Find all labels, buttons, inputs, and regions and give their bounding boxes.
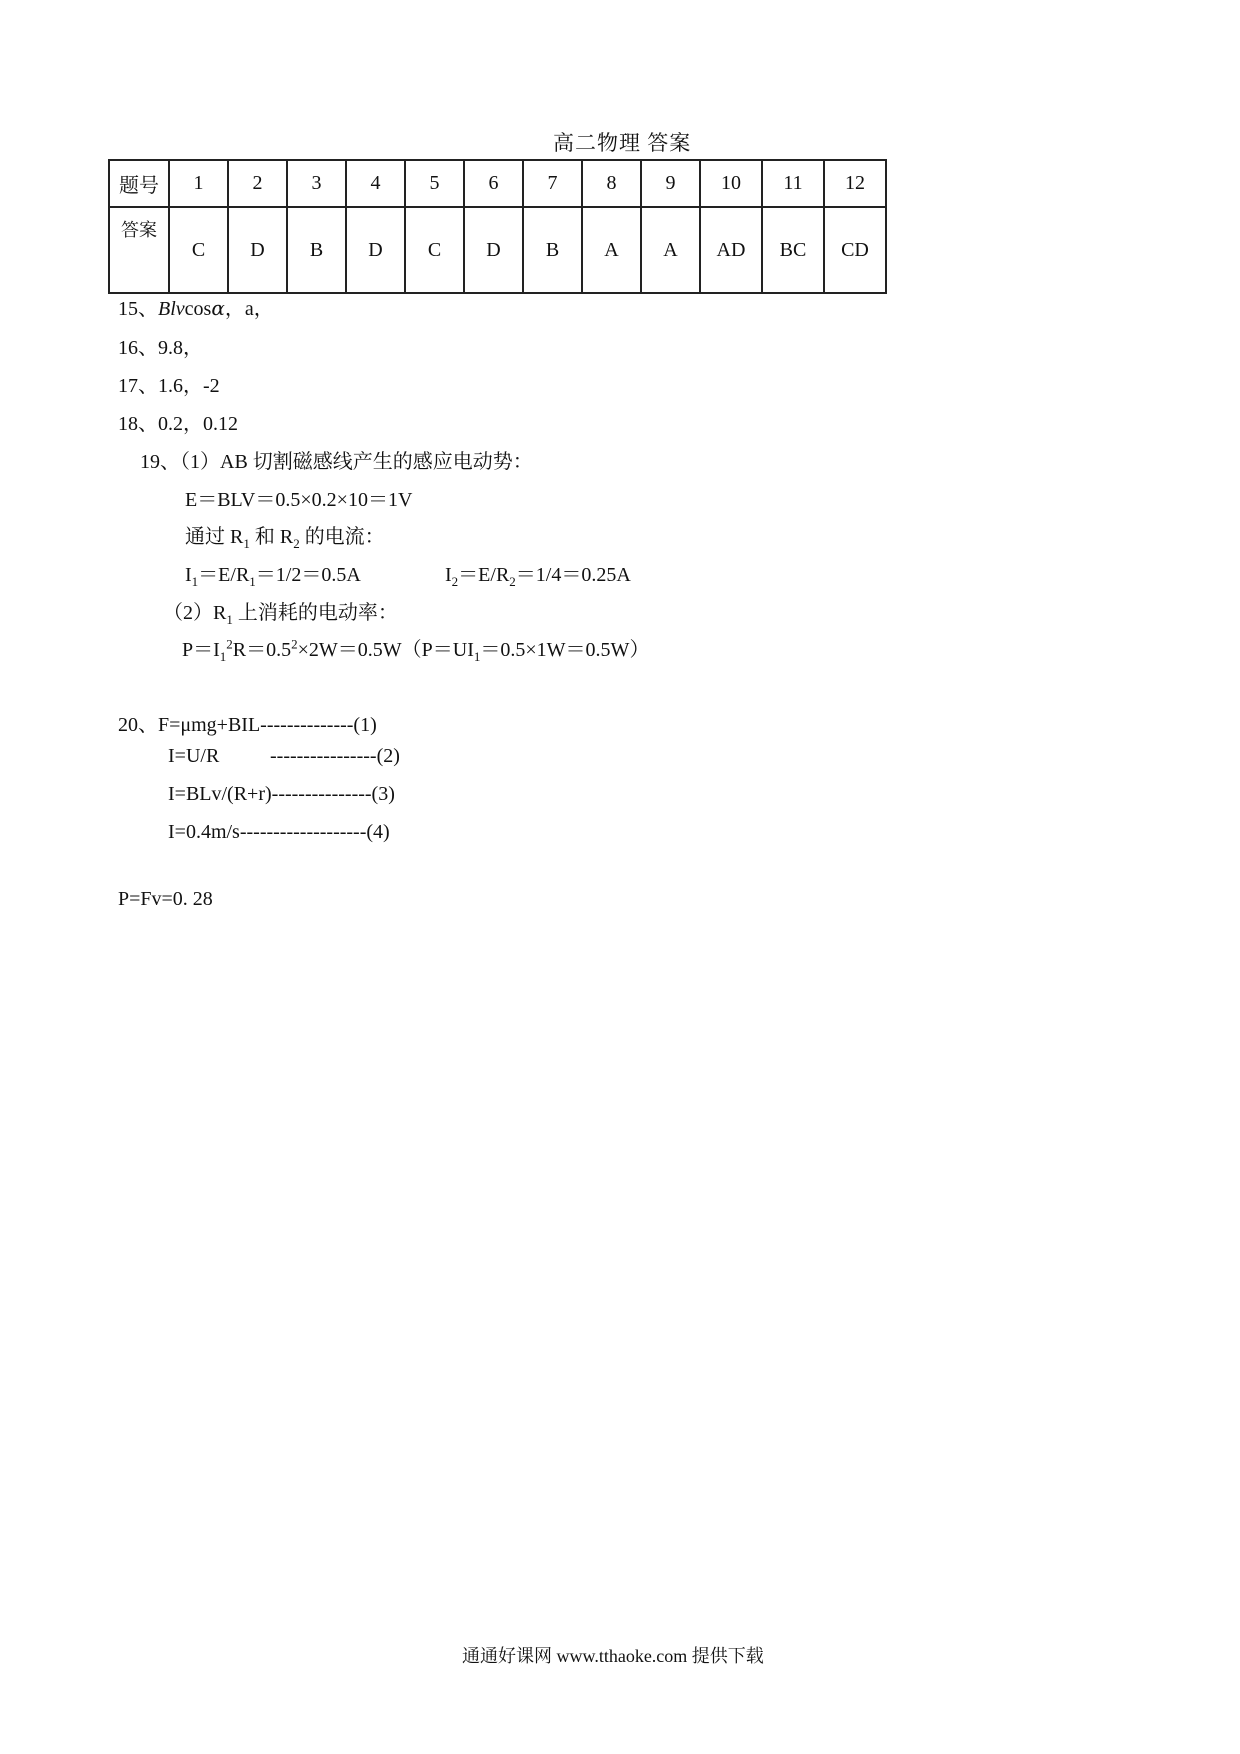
answer-q17: 17、1.6，-2 bbox=[118, 375, 220, 397]
q19-l4-sub: 2 bbox=[451, 574, 459, 589]
answer-q16: 16、9.8， bbox=[118, 337, 203, 359]
answer-cell: A bbox=[641, 207, 700, 293]
number-cell: 1 bbox=[169, 160, 228, 207]
q19-l4-text: ＝1/2＝0.5A bbox=[255, 564, 361, 586]
page-footer: 通通好课网 www.tthaoke.com 提供下载 bbox=[462, 1646, 764, 1666]
q15-rest: ，a， bbox=[224, 298, 274, 320]
answer-table bbox=[108, 159, 887, 294]
answer-cell: B bbox=[287, 207, 346, 293]
answer-cell: D bbox=[346, 207, 405, 293]
q19-l6-text: R＝0.5 bbox=[232, 639, 292, 661]
number-cell: 2 bbox=[228, 160, 287, 207]
q19-l5-text: 上消耗的电动率： bbox=[232, 602, 398, 624]
q19-l6-sup: 2 bbox=[226, 636, 233, 652]
number-cell: 9 bbox=[641, 160, 700, 207]
q19-line-3 bbox=[185, 520, 385, 552]
q19-l4-sub: 1 bbox=[191, 574, 199, 589]
q19-l4-sub: 2 bbox=[509, 574, 516, 589]
q19-line-6 bbox=[182, 633, 649, 665]
answer-cell: B bbox=[523, 207, 582, 293]
row-label-number: 题号 bbox=[109, 160, 169, 207]
q20-line-2a: I=U/R bbox=[168, 745, 220, 767]
q20-line-4: I=0.4m/s-------------------(4) bbox=[168, 821, 390, 843]
answer-cell: D bbox=[228, 207, 287, 293]
number-cell: 6 bbox=[464, 160, 523, 207]
q19-l6-sub: 1 bbox=[219, 649, 227, 664]
answer-cell: C bbox=[405, 207, 464, 293]
q19-l6-sub: 1 bbox=[473, 649, 481, 664]
answer-cell: CD bbox=[824, 207, 886, 293]
q19-l6-text: ×2W＝0.5W（P＝UI bbox=[297, 639, 474, 661]
answer-q18: 18、0.2，0.12 bbox=[118, 413, 238, 435]
q15-alpha: α bbox=[211, 296, 225, 320]
q19-l3-text: 通过 R bbox=[185, 526, 244, 548]
q19-l4-text: ＝1/4＝0.25A bbox=[515, 564, 631, 586]
q19-l4-text: ＝E/R bbox=[198, 564, 250, 586]
q19-l6-text: ＝0.5×1W＝0.5W） bbox=[480, 639, 650, 661]
q19-l4-text: ＝E/R bbox=[458, 564, 510, 586]
q19-l5-text: （2）R bbox=[163, 602, 227, 624]
answer-cell: C bbox=[169, 207, 228, 293]
answer-cell: BC bbox=[762, 207, 824, 293]
q15-number: 15、 bbox=[118, 298, 158, 320]
number-cell: 12 bbox=[824, 160, 886, 207]
table-row-answers bbox=[109, 207, 886, 293]
q19-line-5 bbox=[163, 596, 398, 628]
q19-line-4a bbox=[185, 558, 361, 590]
page-title: 高二物理 答案 bbox=[553, 131, 692, 155]
q19-line-4b bbox=[445, 558, 631, 590]
answer-cell: D bbox=[464, 207, 523, 293]
q19-l3-text: 的电流： bbox=[299, 526, 385, 548]
final-answer: P=Fv=0. 28 bbox=[118, 888, 213, 910]
number-cell: 3 bbox=[287, 160, 346, 207]
number-cell: 7 bbox=[523, 160, 582, 207]
q20-line-1: 20、F=μmg+BIL--------------(1) bbox=[118, 714, 377, 736]
q19-line-1: 19、（1）AB 切割磁感线产生的感应电动势： bbox=[140, 451, 533, 473]
number-cell: 4 bbox=[346, 160, 405, 207]
number-cell: 11 bbox=[762, 160, 824, 207]
q20-line-3: I=BLv/(R+r)---------------(3) bbox=[168, 783, 395, 805]
q19-line-2: E＝BLV＝0.5×0.2×10＝1V bbox=[185, 489, 413, 511]
q20-line-2b: ----------------(2) bbox=[270, 745, 400, 767]
q19-l4-text: I bbox=[445, 564, 452, 586]
q19-l3-text: 和 R bbox=[249, 526, 294, 548]
q19-l3-sub: 2 bbox=[293, 536, 300, 551]
q15-func: cos bbox=[184, 298, 212, 320]
q19-l5-sub: 1 bbox=[226, 612, 233, 627]
q19-l6-sup: 2 bbox=[291, 636, 298, 652]
number-cell: 8 bbox=[582, 160, 641, 207]
answer-cell: AD bbox=[700, 207, 762, 293]
answer-cell: A bbox=[582, 207, 641, 293]
answer-q15 bbox=[118, 292, 274, 321]
q15-formula: Blv bbox=[158, 298, 185, 320]
table-row-numbers bbox=[109, 160, 886, 207]
number-cell: 10 bbox=[700, 160, 762, 207]
q19-l4-sub: 1 bbox=[249, 574, 256, 589]
q19-l4-text: I bbox=[185, 564, 192, 586]
q19-l3-sub: 1 bbox=[243, 536, 250, 551]
row-label-answer: 答案 bbox=[109, 207, 169, 293]
number-cell: 5 bbox=[405, 160, 464, 207]
q19-l6-text: P＝I bbox=[182, 639, 220, 661]
